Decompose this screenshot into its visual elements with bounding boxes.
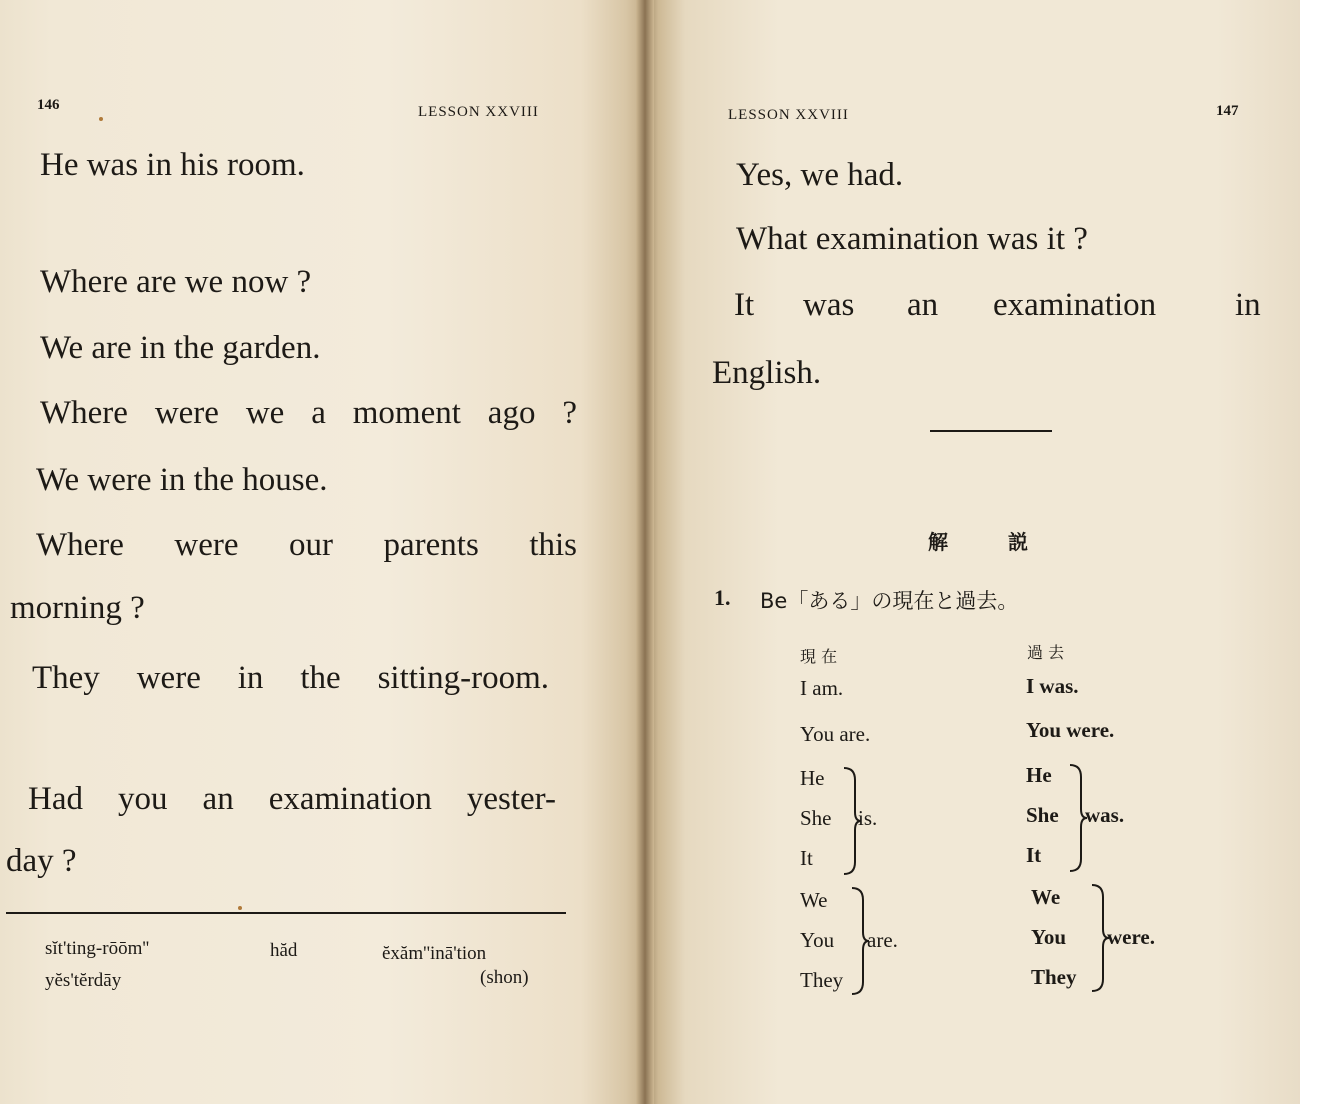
section-rule	[930, 430, 1052, 432]
present-verb-are: are.	[867, 928, 898, 952]
right-page	[645, 0, 1317, 1104]
pronoun: They	[800, 968, 844, 992]
gloss-examination-pron: (shon)	[480, 967, 529, 988]
text-word: It	[734, 287, 755, 323]
present-i: I am.	[800, 676, 844, 700]
text-line: Yes, we had.	[736, 157, 904, 193]
commentary-heading: 解 説	[928, 530, 1028, 554]
text-line: We were in the house.	[36, 462, 328, 498]
ink-speck	[238, 906, 242, 910]
text-word: was	[803, 287, 855, 323]
page-number: 147	[1216, 103, 1239, 119]
text-word: in	[1235, 287, 1261, 323]
text-line: English.	[712, 355, 822, 391]
past-you: You were.	[1026, 718, 1115, 742]
pronoun: He	[800, 766, 825, 790]
text-line: day ?	[6, 843, 77, 879]
past-i: I was.	[1026, 674, 1079, 698]
gloss-yesterday: yĕs'tĕrdāy	[45, 970, 122, 991]
running-head: LESSON XXVIII	[728, 107, 849, 123]
pronoun: She	[800, 806, 832, 830]
book-gutter	[636, 0, 654, 1104]
text-word: an	[907, 287, 939, 323]
present-header: 現 在	[800, 647, 838, 666]
present-verb-is: is.	[858, 806, 878, 830]
text-word: examination	[993, 287, 1157, 323]
text-line: Where were our parents this	[36, 527, 577, 563]
section-number: 1.	[714, 585, 731, 610]
running-head: LESSON XXVIII	[418, 104, 539, 120]
pronoun: We	[800, 888, 828, 912]
pronoun: We	[1031, 885, 1061, 909]
pronoun: She	[1026, 803, 1059, 827]
pronoun: They	[1031, 965, 1077, 989]
text-line: Where are we now ?	[40, 264, 312, 300]
pronoun: You	[800, 928, 835, 952]
text-line: Had you an examination yester-	[28, 781, 556, 817]
footnote-rule	[6, 912, 566, 914]
scan-margin	[1300, 0, 1317, 1104]
gloss-sitting-room: sĭt'ting-rōōm''	[45, 938, 150, 959]
gloss-examination: ĕxăm''inā'tion	[382, 943, 487, 964]
text-line: What examination was it ?	[736, 221, 1088, 257]
gloss-had: hăd	[270, 940, 298, 961]
pronoun: It	[800, 846, 813, 870]
text-line: Where were we a moment ago ?	[40, 395, 577, 431]
past-verb-were: were.	[1107, 925, 1155, 949]
section-title: Be「ある」の現在と過去。	[760, 589, 1019, 613]
text-line: He was in his room.	[40, 147, 305, 183]
past-verb-was: was.	[1085, 803, 1125, 827]
text-line: We are in the garden.	[40, 330, 321, 366]
present-you: You are.	[800, 722, 871, 746]
pronoun: He	[1026, 763, 1052, 787]
text-line: morning ?	[10, 590, 145, 626]
past-header: 過 去	[1027, 643, 1065, 662]
left-page	[0, 0, 645, 1104]
page-number: 146	[37, 97, 60, 113]
pronoun: It	[1026, 843, 1042, 867]
pronoun: You	[1031, 925, 1067, 949]
text-line: They were in the sitting-room.	[32, 660, 549, 696]
ink-speck	[99, 117, 103, 121]
